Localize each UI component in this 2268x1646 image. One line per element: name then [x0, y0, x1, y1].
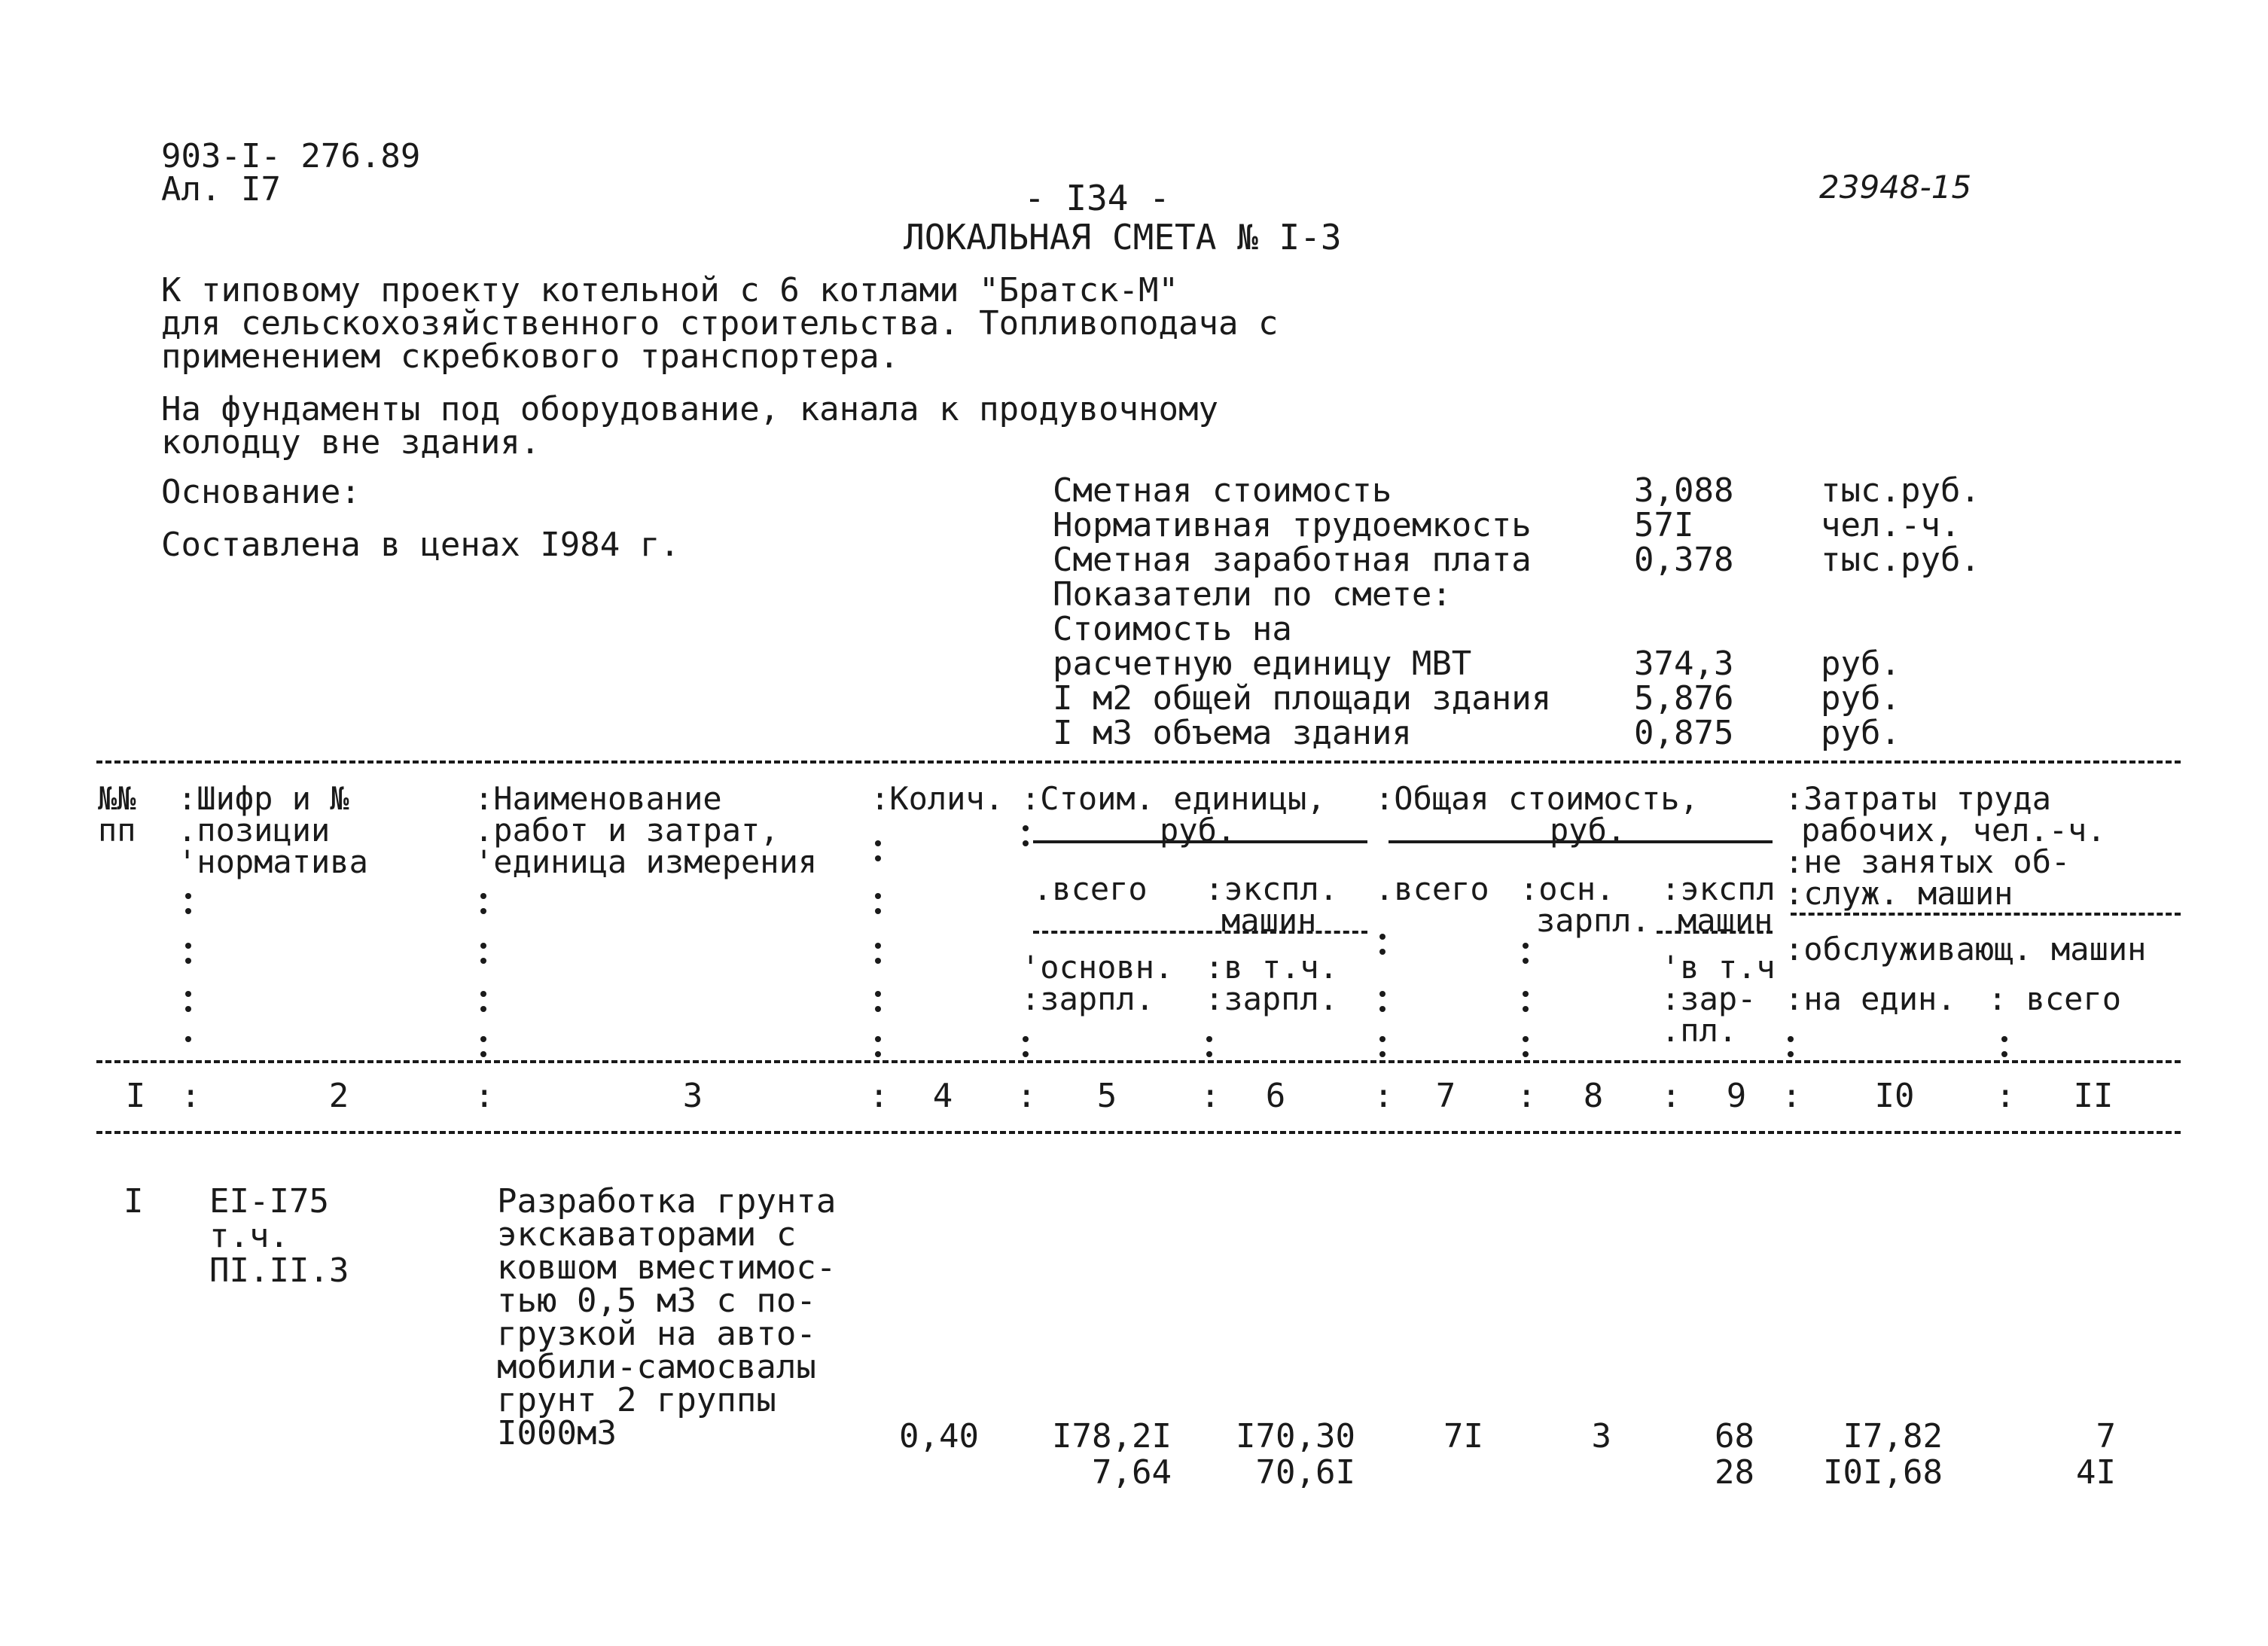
column-number: 6: [1265, 1077, 1286, 1115]
row-labor-total: 7: [2096, 1417, 2116, 1455]
unit-cost-midrule: [1033, 931, 1367, 934]
header-number: №№: [98, 780, 136, 817]
row-name: тью 0,5 м3 с по-: [497, 1282, 816, 1320]
labor-midrule: [1791, 913, 2181, 916]
header-total-machines: :экспл: [1661, 870, 1776, 907]
row-code: EI-I75: [209, 1182, 329, 1221]
row-unit: I000м3: [497, 1414, 617, 1452]
row-quantity: 0,40: [899, 1417, 979, 1455]
indicator-value: 3,088: [1634, 471, 1734, 510]
row-total-machine-wage: 28: [1715, 1453, 1754, 1492]
column-separator: :: [1782, 1077, 1802, 1115]
column-separator: :: [1517, 1077, 1537, 1115]
header-name: .работ и затрат,: [474, 812, 779, 849]
prices-note: Составлена в ценах I984 г.: [161, 526, 680, 564]
row-total-machines: 68: [1715, 1417, 1754, 1455]
header-total-cost: :Общая стоимость,: [1375, 780, 1699, 817]
description-line-5: колодцу вне здания.: [161, 423, 541, 462]
row-name: экскаваторами с: [497, 1215, 797, 1254]
header-labor: рабочих, чел.-ч.: [1801, 812, 2106, 849]
indicator-label: Нормативная трудоемкость: [1053, 506, 1532, 544]
row-labor-per-unit-machines: I0I,68: [1823, 1453, 1943, 1492]
row-number: I: [123, 1182, 144, 1221]
column-separator: :: [1661, 1077, 1681, 1115]
header-unit-machine-wage: :в т.ч.: [1205, 949, 1339, 986]
row-name: грунт 2 группы: [497, 1381, 776, 1419]
indicator-value: 0,875: [1634, 714, 1734, 752]
indicator-label: расчетную единицу МВТ: [1053, 645, 1472, 683]
row-labor-total-machines: 4I: [2076, 1453, 2116, 1492]
header-unit-wage: 'основн.: [1021, 949, 1174, 986]
inventory-number: 23948-15: [1819, 169, 1972, 206]
indicator-label: Сметная заработная плата: [1053, 541, 1532, 579]
header-total-wage: зарпл.: [1536, 902, 1651, 939]
row-unit-wage: 7,64: [1092, 1453, 1172, 1492]
header-unit-cost: :Стоим. единицы,: [1021, 780, 1326, 817]
indicator-unit: чел.-ч.: [1821, 506, 1961, 544]
header-unit-wage: :зарпл.: [1021, 980, 1155, 1017]
column-number: 7: [1435, 1077, 1456, 1115]
header-total-wage: :осн.: [1520, 870, 1615, 907]
column-number: 8: [1583, 1077, 1604, 1115]
column-separator: :: [869, 1077, 889, 1115]
header-labor-total: : всего: [1988, 980, 2122, 1017]
row-total-wage: 3: [1591, 1417, 1611, 1455]
column-number: I0: [1874, 1077, 1915, 1115]
column-number: 5: [1096, 1077, 1117, 1115]
column-number: 9: [1726, 1077, 1747, 1115]
document-code: 903-I- 276.89: [161, 137, 421, 175]
column-number: 4: [932, 1077, 953, 1115]
column-separator: :: [1200, 1077, 1221, 1115]
indicator-unit: тыс.руб.: [1821, 541, 1980, 579]
row-code: ПI.II.3: [209, 1251, 349, 1290]
column-numbers-rule: [96, 1131, 2181, 1134]
header-unit-total: .всего: [1033, 870, 1148, 907]
indicator-value: 374,3: [1634, 645, 1734, 683]
row-name: грузкой на авто-: [497, 1315, 816, 1353]
header-code: 'норматива: [178, 843, 368, 880]
row-unit-machines: I70,30: [1236, 1417, 1355, 1455]
header-total: .всего: [1375, 870, 1489, 907]
header-unit-machines: :экспл.: [1205, 870, 1339, 907]
column-separator: :: [1995, 1077, 2016, 1115]
row-name: Разработка грунта: [497, 1182, 837, 1221]
indicator-label: I м2 общей площади здания: [1053, 679, 1552, 718]
row-code: т.ч.: [209, 1217, 289, 1255]
header-bottom-rule: [96, 1060, 2181, 1063]
column-separator: :: [181, 1077, 201, 1115]
description-line-2: для сельскохозяйственного строительства. Топливоподача с: [161, 304, 1279, 343]
indicator-unit: руб.: [1821, 645, 1901, 683]
description-line-3: применением скребкового транспортера.: [161, 337, 900, 376]
indicator-unit: руб.: [1821, 714, 1901, 752]
row-total: 7I: [1443, 1417, 1483, 1455]
indicator-unit: тыс.руб.: [1821, 471, 1980, 510]
header-name: :Наименование: [474, 780, 722, 817]
header-unit-cost-rub: руб.: [1160, 812, 1236, 849]
header-unit-machines: машин: [1221, 902, 1317, 939]
page-number: - I34 -: [1024, 178, 1170, 218]
header-total-machine-wage: .пл.: [1661, 1012, 1738, 1049]
row-name: ковшом вместимос-: [497, 1248, 837, 1287]
indicator-label: Стоимость на: [1053, 610, 1292, 648]
header-code: :Шифр и №: [178, 780, 349, 817]
row-name: мобили-самосвалы: [497, 1348, 816, 1386]
column-number: I: [125, 1077, 146, 1115]
column-separator: :: [1017, 1077, 1037, 1115]
column-number: 3: [682, 1077, 703, 1115]
header-code: .позиции: [178, 812, 331, 849]
header-total-machine-wage: 'в т.ч: [1661, 949, 1776, 986]
indicator-label: Сметная стоимость: [1053, 471, 1392, 510]
indicator-label: I м3 объема здания: [1053, 714, 1412, 752]
header-number: пп: [98, 812, 136, 849]
header-labor: :не занятых об-: [1785, 843, 2071, 880]
header-labor: :обслуживающ. машин: [1785, 931, 2147, 968]
column-separator: :: [474, 1077, 495, 1115]
indicator-value: 5,876: [1634, 679, 1734, 718]
header-total-machine-wage: :зар-: [1661, 980, 1757, 1017]
header-labor-per-unit: :на един.: [1785, 980, 1956, 1017]
column-number: 2: [328, 1077, 349, 1115]
header-labor: :служ. машин: [1785, 875, 2013, 912]
column-separator: :: [1373, 1077, 1394, 1115]
header-unit-machine-wage: :зарпл.: [1205, 980, 1339, 1017]
indicator-label: Показатели по смете:: [1053, 575, 1452, 614]
header-labor: :Затраты труда: [1785, 780, 2052, 817]
row-labor-per-unit: I7,82: [1843, 1417, 1943, 1455]
album-number: Ал. I7: [161, 170, 281, 209]
header-total-machines: машин: [1678, 902, 1773, 939]
description-line-1: К типовому проекту котельной с 6 котлами "Братск-М": [161, 271, 1179, 309]
description-line-4: На фундаменты под оборудование, канала к продувочному: [161, 390, 1218, 428]
indicator-unit: руб.: [1821, 679, 1901, 718]
row-unit-machine-wage: 70,6I: [1255, 1453, 1355, 1492]
header-name: 'единица измерения: [474, 843, 818, 880]
indicator-value: 0,378: [1634, 541, 1734, 579]
row-unit-total: I78,2I: [1052, 1417, 1172, 1455]
indicator-value: 57I: [1634, 506, 1694, 544]
table-top-rule: [96, 761, 2181, 764]
header-total-cost-rub: руб.: [1550, 812, 1626, 849]
column-number: II: [2073, 1077, 2114, 1115]
estimate-title: ЛОКАЛЬНАЯ СМЕТА № I-3: [904, 217, 1342, 258]
basis-label: Основание:: [161, 473, 361, 511]
header-quantity: :Колич.: [870, 780, 1004, 817]
